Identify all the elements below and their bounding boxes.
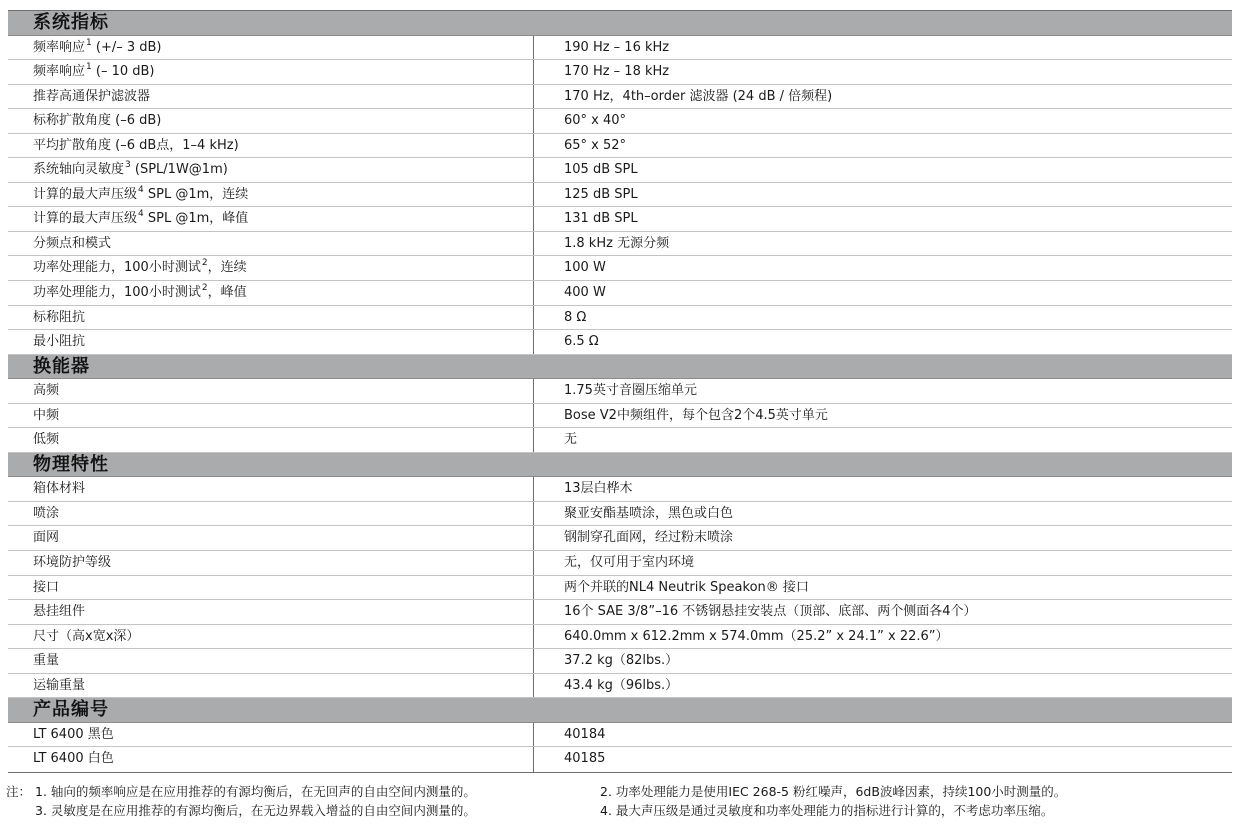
spec-label-text: 箱体材料 xyxy=(33,481,86,497)
spec-row xyxy=(8,232,1232,257)
spec-value: 190 Hz – 16 kHz xyxy=(564,39,670,55)
spec-value: 400 W xyxy=(564,285,606,301)
spec-label-text: 频率响应 xyxy=(33,39,86,55)
spec-label-text: 标称阻抗 xyxy=(33,309,86,325)
spec-label-text: 功率处理能力，100小时测试 xyxy=(33,260,201,276)
spec-label-text: 功率处理能力，100小时测试 xyxy=(33,285,201,301)
footnote-ref: 2 xyxy=(201,258,208,269)
spec-label xyxy=(8,526,534,550)
spec-label-suffix: ，连续 xyxy=(207,260,247,276)
spec-value: 1.8 kHz 无源分频 xyxy=(564,235,670,251)
spec-row xyxy=(8,281,1232,306)
spec-value: 40185 xyxy=(564,751,606,767)
footnote-3: 3. 灵敏度是在应用推荐的有源均衡后，在无边界载入增益的自由空间内测量的。 xyxy=(35,803,476,818)
spec-label xyxy=(8,85,534,109)
footnote-2: 2. 功率处理能力是使用IEC 268-5 粉红噪声，6dB波峰因素，持续100小时测量的。 xyxy=(600,784,1067,799)
spec-value: 170 Hz，4th–order 滤波器 (24 dB / 倍频程) xyxy=(564,88,833,104)
spec-label-text: LT 6400 白色 xyxy=(33,751,114,767)
spec-value: 钢制穿孔面网，经过粉末喷涂 xyxy=(564,530,734,546)
spec-label xyxy=(8,723,534,747)
spec-row xyxy=(8,526,1232,551)
spec-value: 6.5 Ω xyxy=(564,334,599,350)
footnote-ref: 2 xyxy=(201,283,208,294)
spec-value: 60° x 40° xyxy=(564,113,627,129)
spec-label-text: 分频点和模式 xyxy=(33,235,112,251)
spec-label xyxy=(8,36,534,60)
spec-label-text: 高频 xyxy=(33,383,60,399)
spec-label-text: LT 6400 黑色 xyxy=(33,726,114,742)
spec-row xyxy=(8,134,1232,159)
spec-value: 1.75英寸音圈压缩单元 xyxy=(564,383,697,399)
spec-label-text: 喷涂 xyxy=(33,505,60,521)
spec-row xyxy=(8,330,1232,355)
spec-label xyxy=(8,428,534,452)
spec-label xyxy=(8,625,534,649)
spec-value: Bose V2中频组件，每个包含2个4.5英寸单元 xyxy=(564,407,828,423)
spec-label-text: 面网 xyxy=(33,530,60,546)
spec-row xyxy=(8,404,1232,429)
spec-row xyxy=(8,600,1232,625)
spec-label xyxy=(8,232,534,256)
spec-row xyxy=(8,428,1232,453)
spec-label-suffix: (+/– 3 dB) xyxy=(91,39,162,55)
spec-row xyxy=(8,158,1232,183)
spec-label xyxy=(8,281,534,305)
spec-row xyxy=(8,477,1232,502)
spec-row xyxy=(8,576,1232,601)
spec-value: 无，仅可用于室内环境 xyxy=(564,555,695,571)
spec-value: 170 Hz – 18 kHz xyxy=(564,64,670,80)
spec-label-suffix: (SPL/1W@1m) xyxy=(130,162,228,178)
spec-label-text: 低频 xyxy=(33,432,60,448)
spec-label-text: 环境防护等级 xyxy=(33,555,112,571)
section-header: 产品编号 xyxy=(8,698,1232,723)
spec-label-text: 计算的最大声压级 xyxy=(33,211,138,227)
spec-value: 43.4 kg（96lbs.） xyxy=(564,677,679,693)
spec-row xyxy=(8,723,1232,748)
spec-label-suffix: SPL @1m，连续 xyxy=(143,186,249,202)
spec-label-text: 接口 xyxy=(33,579,60,595)
spec-label xyxy=(8,256,534,280)
spec-label-text: 重量 xyxy=(33,653,60,669)
section-header: 系统指标 xyxy=(8,11,1232,36)
footnote-ref: 1 xyxy=(86,62,92,73)
spec-label-text: 悬挂组件 xyxy=(33,604,86,620)
spec-label-text: 运输重量 xyxy=(33,677,86,693)
footnote-1: 1. 轴向的频率响应是在应用推荐的有源均衡后，在无回声的自由空间内测量的。 xyxy=(35,784,476,799)
spec-row xyxy=(8,379,1232,404)
spec-label-text: 尺寸（高x宽x深） xyxy=(33,628,140,644)
spec-table xyxy=(8,10,1232,773)
spec-label xyxy=(8,477,534,501)
spec-label xyxy=(8,502,534,526)
spec-value: 640.0mm x 612.2mm x 574.0mm（25.2” x 24.1” x 22.6”） xyxy=(564,628,949,644)
spec-value: 13层白桦木 xyxy=(564,481,633,497)
spec-row xyxy=(8,502,1232,527)
footnote-line-1 xyxy=(6,782,1242,801)
spec-row xyxy=(8,306,1232,331)
spec-value: 65° x 52° xyxy=(564,137,627,153)
spec-label xyxy=(8,576,534,600)
section-header: 换能器 xyxy=(8,355,1232,380)
spec-label-text: 平均扩散角度 (–6 dB点，1–4 kHz) xyxy=(33,137,239,153)
spec-row xyxy=(8,649,1232,674)
spec-label xyxy=(8,674,534,698)
spec-value: 105 dB SPL xyxy=(564,162,638,178)
spec-label-text: 最小阻抗 xyxy=(33,334,86,350)
spec-value: 37.2 kg（82lbs.） xyxy=(564,653,679,669)
spec-value: 125 dB SPL xyxy=(564,186,638,202)
spec-label xyxy=(8,207,534,231)
spec-row xyxy=(8,551,1232,576)
spec-row xyxy=(8,36,1232,61)
spec-label-text: 计算的最大声压级 xyxy=(33,186,138,202)
spec-row xyxy=(8,674,1232,699)
footnote-4: 4. 最大声压级是通过灵敏度和功率处理能力的指标进行计算的，不考虑功率压缩。 xyxy=(600,803,1054,818)
spec-row xyxy=(8,625,1232,650)
spec-row xyxy=(8,109,1232,134)
spec-label-suffix: ，峰值 xyxy=(207,285,247,301)
spec-value: 131 dB SPL xyxy=(564,211,638,227)
footnote-prefix-spacer xyxy=(6,801,35,820)
footnote-ref: 4 xyxy=(138,209,144,220)
spec-label xyxy=(8,379,534,403)
spec-label-suffix: (– 10 dB) xyxy=(91,64,155,80)
spec-label xyxy=(8,330,534,354)
spec-label xyxy=(8,109,534,133)
spec-label-text: 中频 xyxy=(33,407,60,423)
spec-value: 100 W xyxy=(564,260,606,276)
spec-label xyxy=(8,134,534,158)
spec-value: 40184 xyxy=(564,726,606,742)
spec-label-text: 频率响应 xyxy=(33,64,86,80)
spec-label xyxy=(8,306,534,330)
spec-value: 无 xyxy=(564,432,578,448)
spec-label-text: 标称扩散角度 (–6 dB) xyxy=(33,113,162,129)
footnotes xyxy=(6,782,1242,820)
footnote-prefix: 注： xyxy=(6,784,32,799)
footnote-line-2 xyxy=(6,801,1242,820)
spec-row xyxy=(8,85,1232,110)
spec-label xyxy=(8,183,534,207)
footnote-ref: 1 xyxy=(86,37,92,48)
spec-label-text: 推荐高通保护滤波器 xyxy=(33,88,151,104)
footnote-ref: 4 xyxy=(138,184,144,195)
spec-value: 8 Ω xyxy=(564,309,587,325)
spec-label xyxy=(8,600,534,624)
spec-value: 聚亚安酯基喷涂，黑色或白色 xyxy=(564,505,734,521)
spec-value: 两个并联的NL4 Neutrik Speakon® 接口 xyxy=(564,579,809,595)
section-header: 物理特性 xyxy=(8,453,1232,478)
spec-row xyxy=(8,60,1232,85)
spec-label xyxy=(8,60,534,84)
spec-label-text: 系统轴向灵敏度 xyxy=(33,162,125,178)
spec-label xyxy=(8,404,534,428)
footnote-ref: 3 xyxy=(125,160,131,171)
spec-row xyxy=(8,183,1232,208)
spec-row xyxy=(8,747,1232,772)
spec-row xyxy=(8,207,1232,232)
spec-label xyxy=(8,551,534,575)
spec-label xyxy=(8,649,534,673)
spec-value: 16个 SAE 3/8”–16 不锈钢悬挂安装点（顶部、底部、两个侧面各4个） xyxy=(564,604,977,620)
spec-label-suffix: SPL @1m，峰值 xyxy=(143,211,249,227)
spec-label xyxy=(8,158,534,182)
spec-row xyxy=(8,256,1232,281)
spec-label xyxy=(8,747,534,772)
